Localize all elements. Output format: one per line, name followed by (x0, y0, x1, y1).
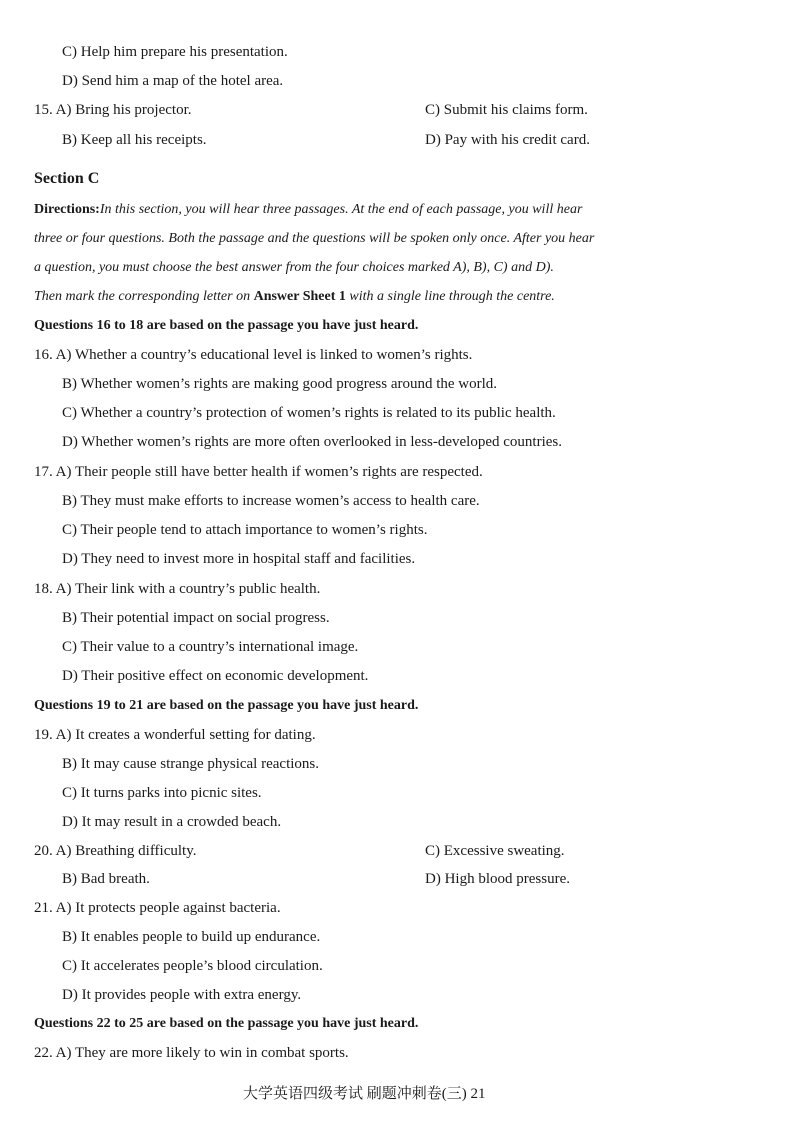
option-20a: 20. A) Breathing difficulty. (34, 843, 197, 859)
option-15d: D) Pay with his credit card. (425, 132, 590, 148)
option-21a: 21. A) It protects people against bacteria. (34, 900, 281, 916)
option-17a: 17. A) Their people still have better health if women’s rights are respected. (34, 464, 483, 480)
option-15b: B) Keep all his receipts. (62, 132, 207, 148)
group-heading-2: Questions 19 to 21 are based on the passage you have just heard. (34, 698, 419, 713)
option-21b: B) It enables people to build up endurance. (62, 929, 321, 945)
directions-label: Directions: (34, 202, 100, 217)
directions-text-4a: Then mark the corresponding letter on (34, 289, 254, 304)
option-19c: C) It turns parks into picnic sites. (62, 785, 262, 801)
directions-line-2: three or four questions. Both the passage and the questions will be spoken only once. After you hear (34, 231, 595, 246)
option-20b: B) Bad breath. (62, 871, 150, 887)
option-20c: C) Excessive sweating. (425, 843, 565, 859)
option-19d: D) It may result in a crowded beach. (62, 814, 282, 830)
option-19a: 19. A) It creates a wonderful setting for dating. (34, 727, 316, 743)
option-17b: B) They must make efforts to increase women’s access to health care. (62, 493, 480, 509)
group-heading-3: Questions 22 to 25 are based on the passage you have just heard. (34, 1016, 419, 1031)
option-14d: D) Send him a map of the hotel area. (62, 73, 284, 89)
option-22a: 22. A) They are more likely to win in combat sports. (34, 1045, 349, 1061)
section-title: Section C (34, 170, 100, 187)
directions-line-1 (34, 200, 582, 220)
option-18c: C) Their value to a country’s international image. (62, 639, 359, 655)
answer-sheet-ref: Answer Sheet 1 (253, 289, 346, 304)
option-21d: D) It provides people with extra energy. (62, 987, 302, 1003)
directions-line-4 (34, 287, 555, 307)
option-15c: C) Submit his claims form. (425, 102, 588, 118)
option-17c: C) Their people tend to attach importance to women’s rights. (62, 522, 428, 538)
option-14c: C) Help him prepare his presentation. (62, 44, 288, 60)
group-heading-1: Questions 16 to 18 are based on the passage you have just heard. (34, 318, 419, 333)
directions-line-3: a question, you must choose the best answer from the four choices marked A), B), C) and D). (34, 260, 554, 275)
page-footer: 大学英语四级考试 刷题冲刺卷(三) 21 (243, 1086, 486, 1102)
option-15a: 15. A) Bring his projector. (34, 102, 192, 118)
option-18a: 18. A) Their link with a country’s public health. (34, 581, 321, 597)
option-16b: B) Whether women’s rights are making good progress around the world. (62, 376, 498, 392)
option-16c: C) Whether a country’s protection of women’s rights is related to its public health. (62, 405, 556, 421)
option-16d: D) Whether women’s rights are more often overlooked in less-developed countries. (62, 434, 562, 450)
option-17d: D) They need to invest more in hospital staff and facilities. (62, 551, 416, 567)
directions-text-4c: with a single line through the centre. (345, 289, 555, 304)
option-19b: B) It may cause strange physical reactions. (62, 756, 319, 772)
option-20d: D) High blood pressure. (425, 871, 570, 887)
option-16a: 16. A) Whether a country’s educational level is linked to women’s rights. (34, 347, 473, 363)
option-21c: C) It accelerates people’s blood circulation. (62, 958, 323, 974)
directions-text-1: In this section, you will hear three passages. At the end of each passage, you will hear (99, 202, 583, 217)
option-18b: B) Their potential impact on social progress. (62, 610, 330, 626)
option-18d: D) Their positive effect on economic development. (62, 668, 369, 684)
